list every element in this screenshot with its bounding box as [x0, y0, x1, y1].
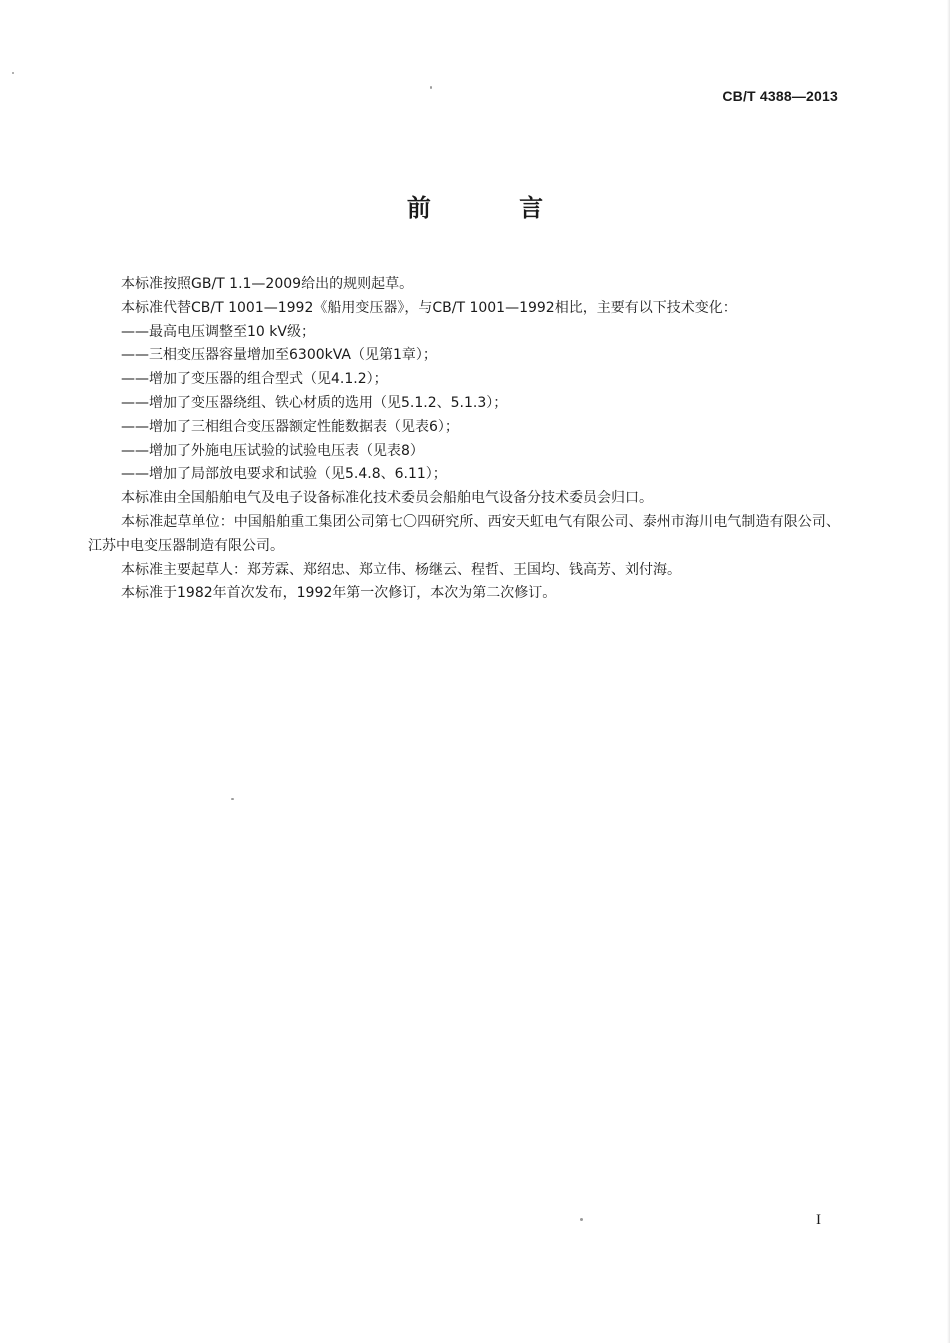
list-item-change: ——增加了外施电压试验的试验电压表（见表8）	[121, 442, 424, 459]
page-number: I	[816, 1212, 821, 1228]
paragraph-drafters: 本标准主要起草人：郑芳霖、郑绍忠、郑立伟、杨继云、程哲、王国均、钱高芳、刘付海。	[121, 561, 681, 578]
standard-number: CB/T 4388—2013	[722, 88, 838, 104]
list-item-change: ——增加了局部放电要求和试验（见5.4.8、6.11）；	[121, 466, 447, 483]
paragraph-drafting-rules: 本标准按照GB/T 1.1—2009给出的规则起草。	[121, 276, 414, 292]
scan-speck	[231, 798, 234, 800]
paragraph-history: 本标准于1982年首次发布，1992年第一次修订，本次为第二次修订。	[121, 585, 557, 602]
list-item-change: ——增加了三相组合变压器额定性能数据表（见表6）；	[121, 418, 459, 435]
scan-speck	[580, 1218, 583, 1221]
paragraph-replacement: 本标准代替CB/T 1001—1992《船用变压器》，与CB/T 1001—1992相比，主要有以下技术变化：	[121, 299, 737, 316]
list-item-change: ——增加了变压器绕组、铁心材质的选用（见5.1.2、5.1.3）；	[121, 394, 508, 411]
scan-speck	[430, 86, 432, 89]
paragraph-drafting-units: 本标准起草单位：中国船舶重工集团公司第七〇四研究所、西安天虹电气有限公司、泰州市海川电气制造有限公司、江苏中电变压器制造有限公司。	[88, 513, 840, 554]
scan-speck	[12, 72, 14, 74]
paragraph-committee: 本标准由全国船舶电气及电子设备标准化技术委员会船舶电气设备分技术委员会归口。	[121, 490, 653, 507]
foreword-body	[88, 273, 840, 606]
page-title: 前 言	[406, 194, 584, 222]
list-item-change: ——三相变压器容量增加至6300kVA（见第1章）；	[121, 347, 437, 364]
list-item-change: ——最高电压调整至10 kV级；	[121, 323, 315, 340]
list-item-change: ——增加了变压器的组合型式（见4.1.2）；	[121, 371, 388, 388]
